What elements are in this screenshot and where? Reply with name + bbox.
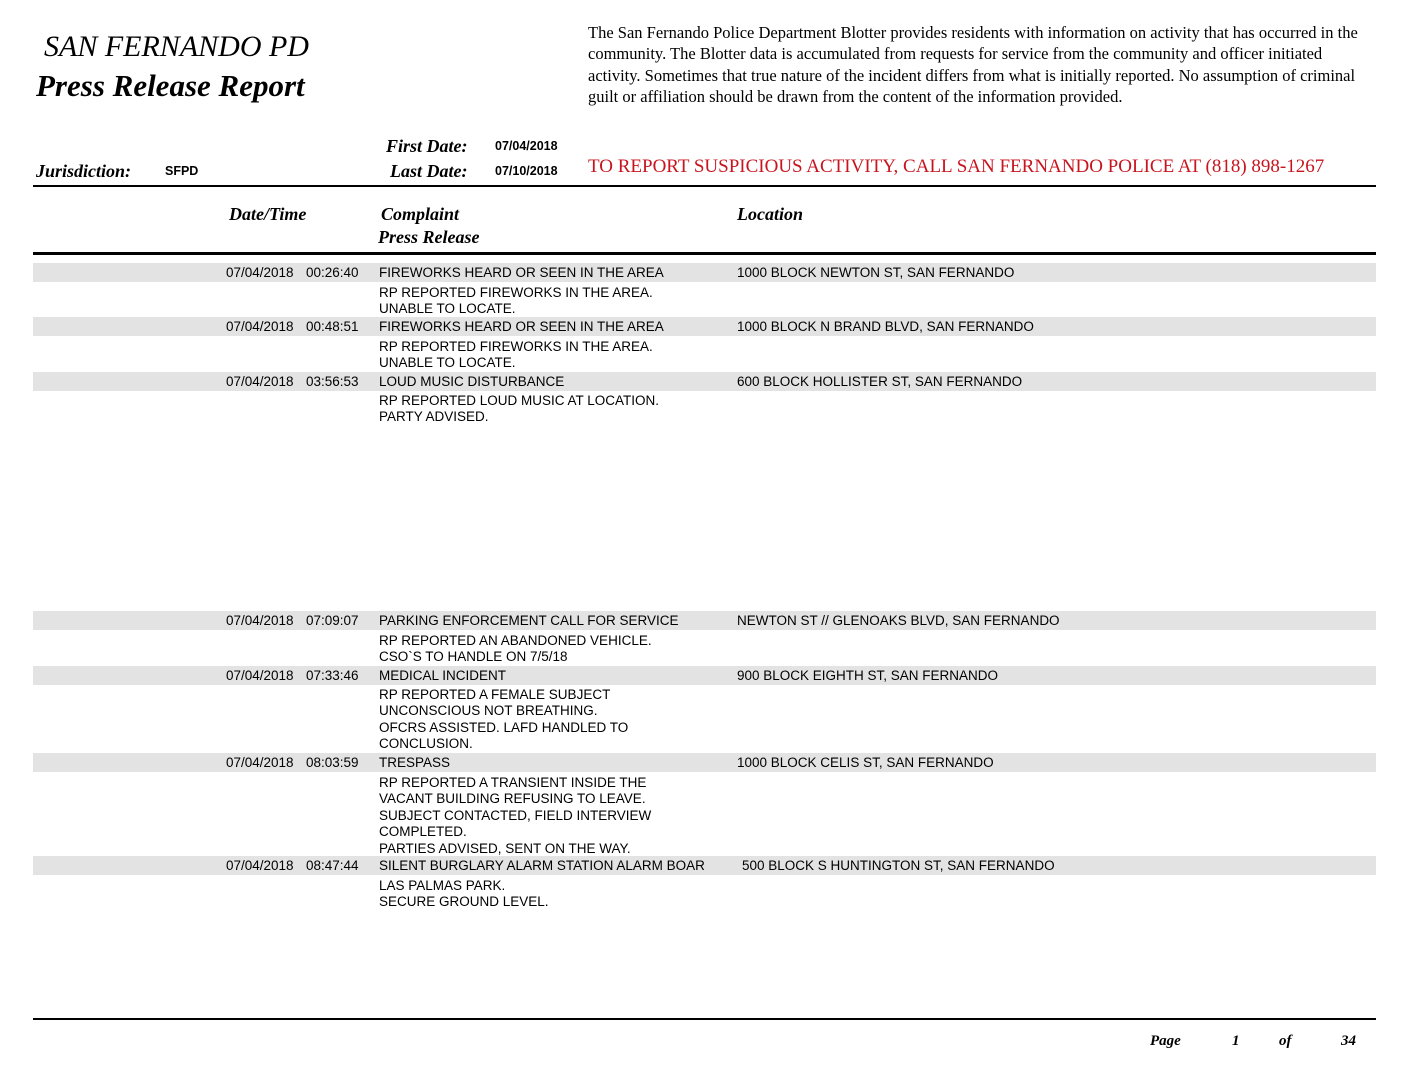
agency-name: SAN FERNANDO PD (44, 30, 309, 63)
entry-complaint: FIREWORKS HEARD OR SEEN IN THE AREA (379, 319, 664, 334)
entry-date: 07/04/2018 (226, 668, 294, 683)
entry-press-release: RP REPORTED FIREWORKS IN THE AREA. UNABLE TO LOCATE. (379, 339, 653, 371)
column-header-press-release: Press Release (378, 227, 480, 247)
entry-press-release: RP REPORTED A TRANSIENT INSIDE THE VACANT BUILDING REFUSING TO LEAVE. SUBJECT CONTACTED, FIELD INTERVIEW COMPLETED. PARTIES ADVISED, SENT ON THE WAY. (379, 775, 652, 856)
entry-location: 900 BLOCK EIGHTH ST, SAN FERNANDO (737, 668, 999, 683)
header-divider (33, 185, 1376, 187)
entry-press-release: RP REPORTED A FEMALE SUBJECT UNCONSCIOUS NOT BREATHING. OFCRS ASSISTED. LAFD HANDLED TO CONCLUSION. (379, 687, 629, 752)
entry-location: 500 BLOCK S HUNTINGTON ST, SAN FERNANDO (742, 858, 1055, 873)
entry-location: 1000 BLOCK CELIS ST, SAN FERNANDO (737, 755, 994, 770)
column-header-location: Location (737, 204, 803, 224)
entry-location: 1000 BLOCK N BRAND BLVD, SAN FERNANDO (737, 319, 1034, 334)
entry-time: 03:56:53 (306, 374, 359, 389)
last-date-value: 07/10/2018 (495, 164, 558, 178)
entry-date: 07/04/2018 (226, 374, 294, 389)
entry-location: 600 BLOCK HOLLISTER ST, SAN FERNANDO (737, 374, 1023, 389)
first-date-value: 07/04/2018 (495, 139, 558, 153)
entry-time: 08:47:44 (306, 858, 359, 873)
footer-divider (33, 1018, 1376, 1020)
page-label: Page (1150, 1033, 1181, 1049)
entry-complaint: SILENT BURGLARY ALARM STATION ALARM BOAR (379, 858, 705, 873)
entry-press-release: RP REPORTED LOUD MUSIC AT LOCATION. PARTY ADVISED. (379, 393, 660, 425)
entry-date: 07/04/2018 (226, 265, 294, 280)
entry-complaint: FIREWORKS HEARD OR SEEN IN THE AREA (379, 265, 664, 280)
entry-time: 07:33:46 (306, 668, 359, 683)
jurisdiction-value: SFPD (165, 164, 199, 178)
entry-complaint: TRESPASS (379, 755, 451, 770)
entry-complaint: LOUD MUSIC DISTURBANCE (379, 374, 565, 389)
entry-date: 07/04/2018 (226, 319, 294, 334)
entry-time: 00:26:40 (306, 265, 359, 280)
entry-date: 07/04/2018 (226, 755, 294, 770)
first-date-label: First Date: (386, 136, 468, 156)
of-label: of (1279, 1033, 1292, 1049)
page-number: 1 (1232, 1033, 1240, 1049)
entry-press-release: LAS PALMAS PARK. SECURE GROUND LEVEL. (379, 878, 549, 910)
entry-location: NEWTON ST // GLENOAKS BLVD, SAN FERNANDO (737, 613, 1060, 628)
entry-press-release: RP REPORTED FIREWORKS IN THE AREA. UNABLE TO LOCATE. (379, 285, 653, 317)
entry-complaint: PARKING ENFORCEMENT CALL FOR SERVICE (379, 613, 679, 628)
column-header-divider (33, 252, 1376, 255)
entry-location: 1000 BLOCK NEWTON ST, SAN FERNANDO (737, 265, 1015, 280)
column-header-complaint: Complaint (381, 204, 460, 224)
entry-complaint: MEDICAL INCIDENT (379, 668, 507, 683)
entry-date: 07/04/2018 (226, 858, 294, 873)
report-suspicious-activity-notice: TO REPORT SUSPICIOUS ACTIVITY, CALL SAN FERNANDO POLICE AT (818) 898-1267 (588, 156, 1325, 177)
jurisdiction-label: Jurisdiction: (36, 161, 132, 181)
entry-time: 08:03:59 (306, 755, 359, 770)
disclaimer-text: The San Fernando Police Department Blotter provides residents with information on activity that has occurred in the community. The Blotter data is accumulated from requests for service from the community and officer initiated activity. Sometimes that true nature of the incident differs from what is initially reported. No assumption of criminal guilt or affiliation should be drawn from the content of the information provided. (588, 23, 1358, 107)
report-title: Press Release Report (36, 68, 305, 103)
entry-time: 00:48:51 (306, 319, 359, 334)
page-total: 34 (1341, 1033, 1356, 1049)
entry-press-release: RP REPORTED AN ABANDONED VEHICLE. CSO`S TO HANDLE ON 7/5/18 (379, 633, 652, 665)
entry-date: 07/04/2018 (226, 613, 294, 628)
last-date-label: Last Date: (390, 161, 468, 181)
entry-time: 07:09:07 (306, 613, 359, 628)
column-header-datetime: Date/Time (229, 204, 307, 224)
